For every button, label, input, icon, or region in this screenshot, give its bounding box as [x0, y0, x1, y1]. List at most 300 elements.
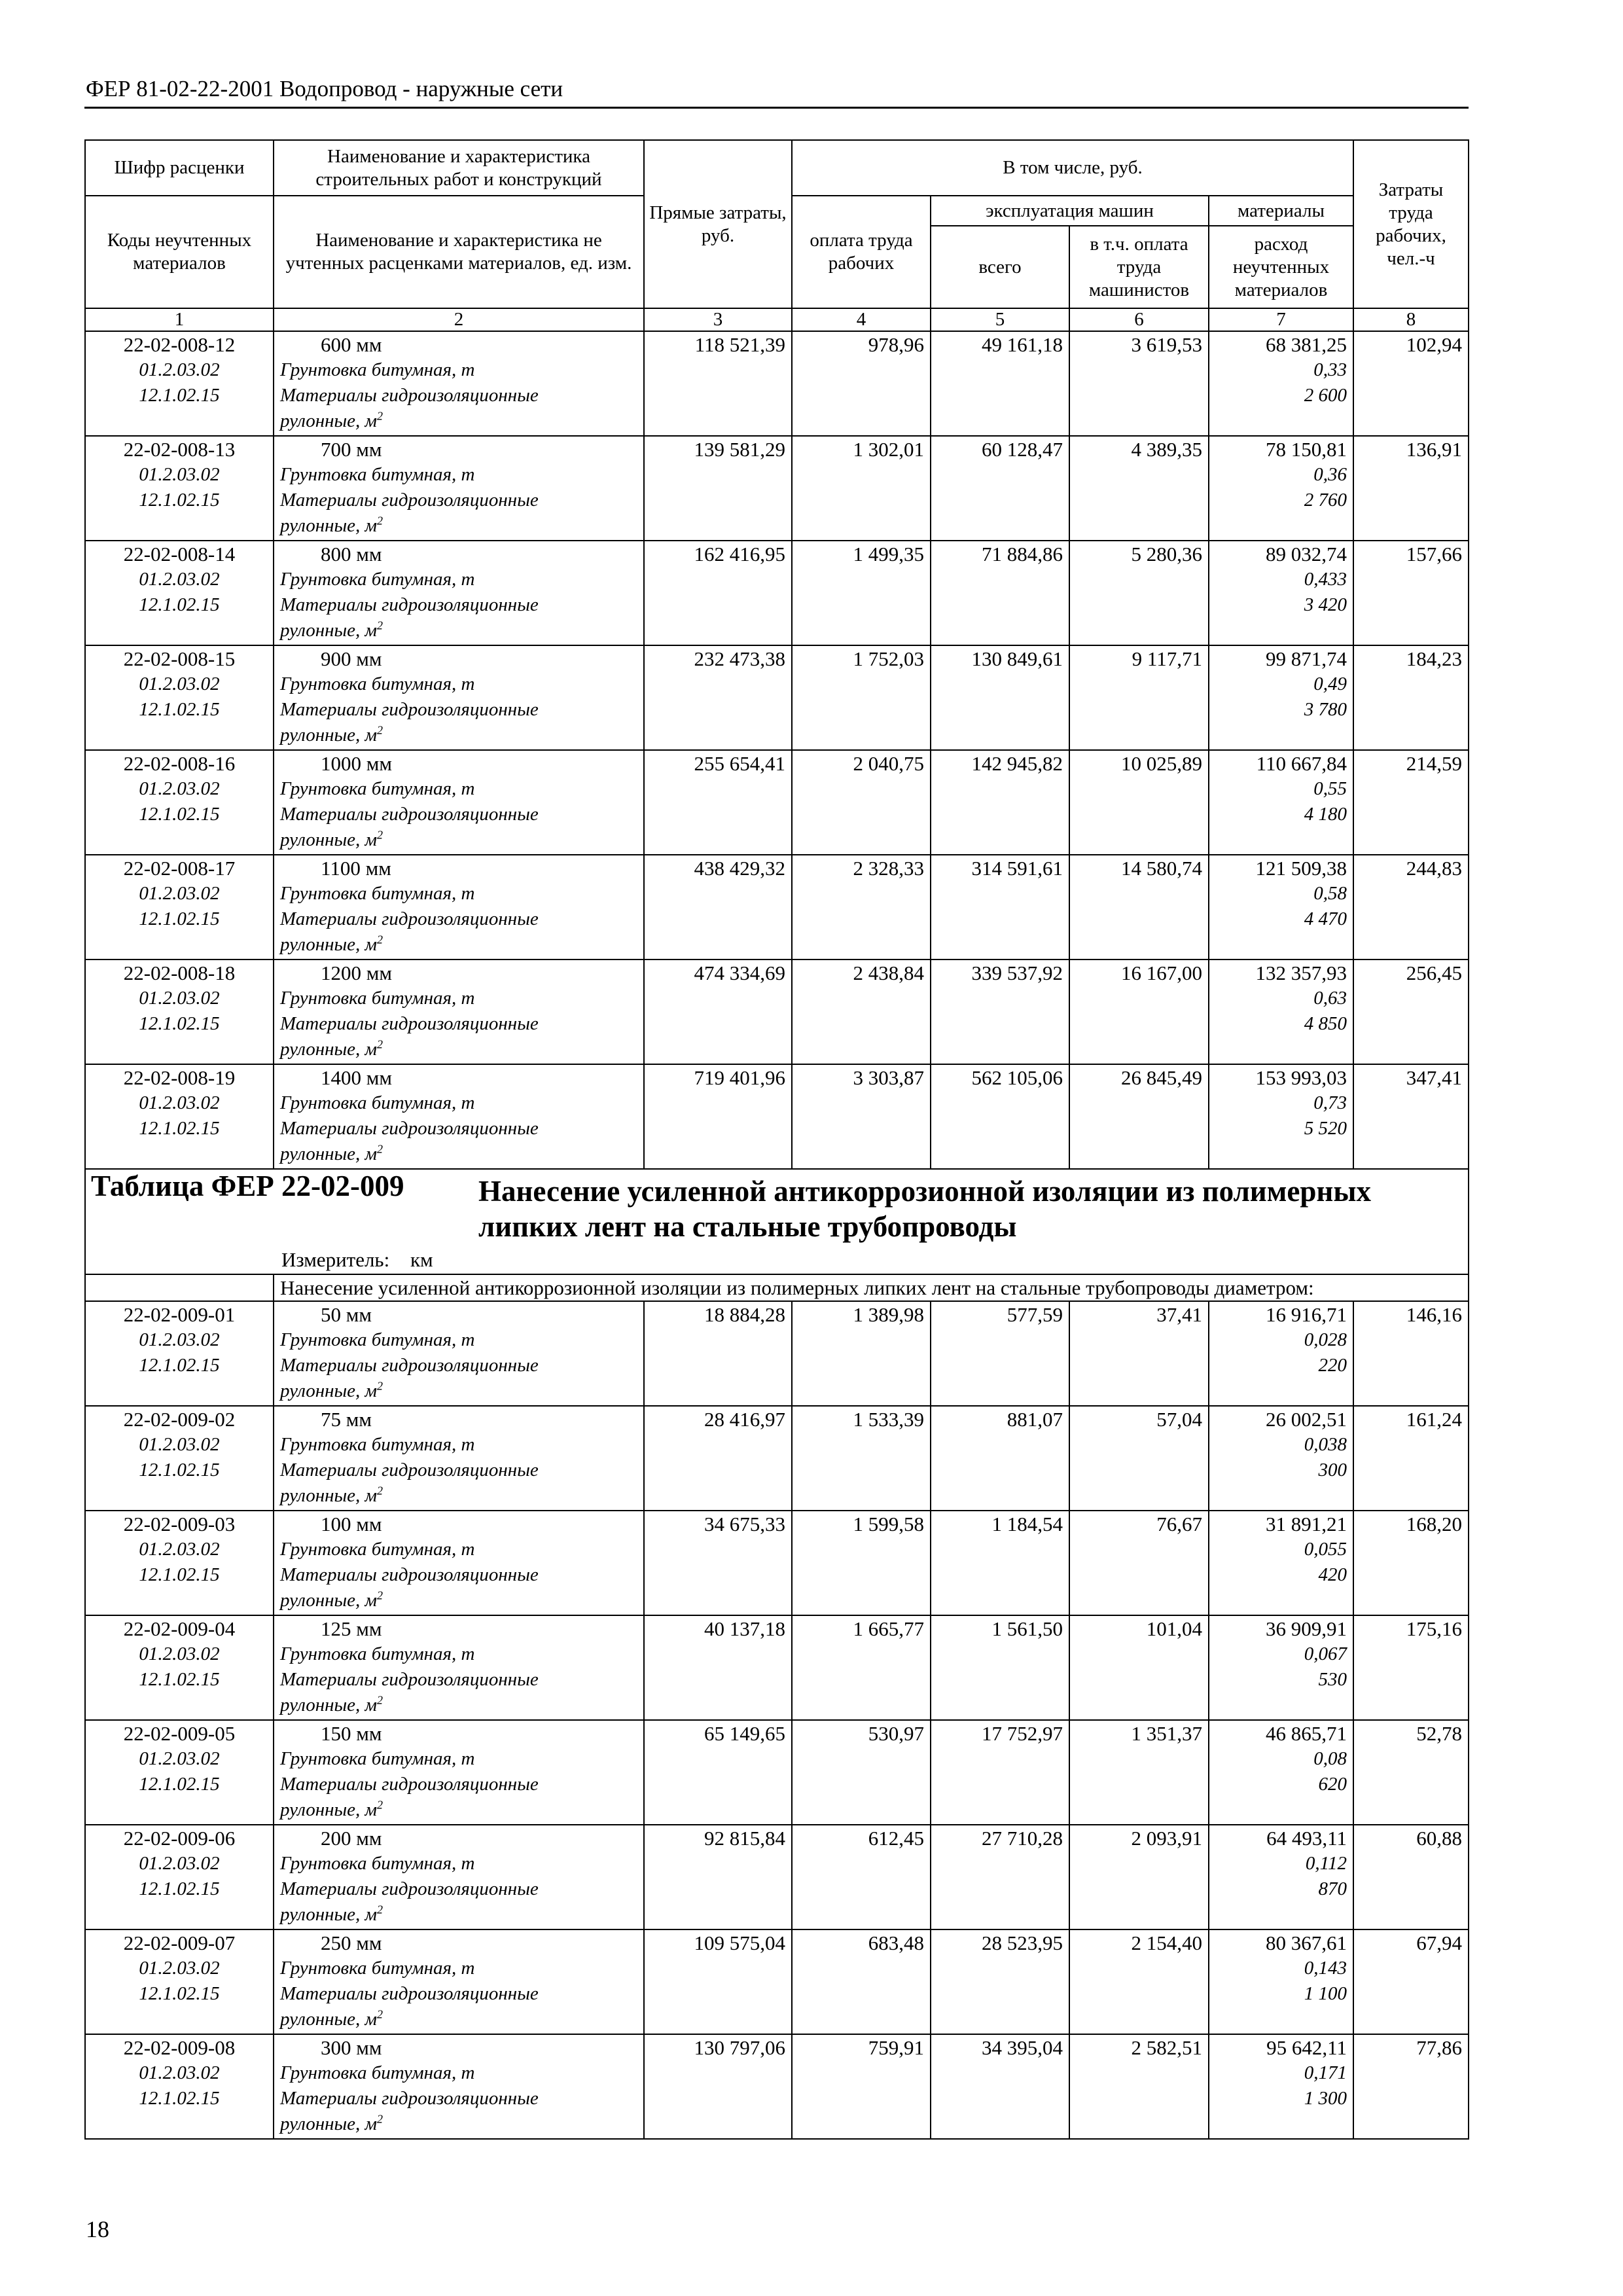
material-code: 12.1.02.15 [139, 1013, 220, 1034]
col-number: 8 [1353, 308, 1469, 331]
material-name [280, 1483, 637, 1509]
material-code: 01.2.03.02 [139, 1329, 220, 1350]
materials-cell [1209, 1615, 1353, 1720]
material-name: Материалы гидроизоляционные [280, 1013, 539, 1034]
material-name [280, 1588, 637, 1613]
material-qty: 1 300 [1304, 2088, 1347, 2109]
col-codes-header: Коды неучтенных материалов [85, 196, 274, 308]
material-name: Грунтовка битумная, т [280, 2062, 475, 2083]
rate-code: 22-02-008-13 [123, 438, 236, 461]
material-name [280, 408, 637, 434]
rates-table [84, 139, 1469, 2140]
material-name-text: рулонные, м [280, 1695, 378, 1715]
materials-cell [1209, 1406, 1353, 1511]
material-name: Грунтовка битумная, т [280, 1329, 475, 1350]
material-name [280, 2007, 637, 2032]
unit-superscript: 2 [377, 1379, 383, 1393]
material-name: Материалы гидроизоляционные [280, 385, 539, 406]
material-name [280, 618, 637, 643]
machinists-pay: 1 351,37 [1069, 1720, 1209, 1825]
rate-code-cell [85, 1301, 274, 1406]
machines-total: 49 161,18 [931, 331, 1069, 436]
material-code: 01.2.03.02 [139, 988, 220, 1009]
labor-cost: 67,94 [1353, 1929, 1469, 2034]
rate-code-cell [85, 541, 274, 645]
rate-code: 22-02-008-15 [123, 647, 236, 670]
materials-cost: 132 357,93 [1255, 961, 1347, 984]
material-code: 01.2.03.02 [139, 1539, 220, 1560]
rate-code: 22-02-009-04 [123, 1617, 236, 1640]
materials-cost: 89 032,74 [1266, 543, 1347, 565]
materials-cost: 80 367,61 [1266, 1931, 1347, 1954]
material-name [280, 1902, 637, 1928]
diameter: 200 мм [321, 1827, 382, 1850]
material-qty: 0,055 [1304, 1539, 1347, 1560]
table-row [85, 1064, 1469, 1169]
col-materials-header: материалы [1209, 196, 1353, 226]
machinists-pay: 3 619,53 [1069, 331, 1209, 436]
rate-code: 22-02-009-06 [123, 1827, 236, 1850]
materials-cost: 95 642,11 [1266, 2036, 1347, 2059]
diameter: 700 мм [321, 438, 382, 461]
col-name-header: Наименование и характеристика строительных работ и конструкций [274, 140, 644, 196]
page-header: ФЕР 81-02-22-2001 Водопровод - наружные сети [86, 76, 563, 101]
material-qty: 0,36 [1313, 464, 1347, 485]
labor-cost: 175,16 [1353, 1615, 1469, 1720]
col-name-sub-header: Наименование и характеристика не учтенных расценками материалов, ед. изм. [274, 196, 644, 308]
table-row [85, 1929, 1469, 2034]
machinists-pay: 14 580,74 [1069, 855, 1209, 960]
diameter: 50 мм [321, 1303, 372, 1326]
material-name: Грунтовка битумная, т [280, 988, 475, 1009]
description-cell [274, 960, 644, 1064]
material-code: 12.1.02.15 [139, 594, 220, 615]
rate-code-cell [85, 750, 274, 855]
table-row [85, 645, 1469, 750]
labor-pay: 2 438,84 [792, 960, 931, 1064]
diameter: 800 мм [321, 543, 382, 565]
material-qty: 0,038 [1304, 1434, 1347, 1455]
labor-cost: 77,86 [1353, 2034, 1469, 2139]
machines-total: 34 395,04 [931, 2034, 1069, 2139]
material-code: 01.2.03.02 [139, 1434, 220, 1455]
materials-cost: 64 493,11 [1266, 1827, 1347, 1850]
material-name: Грунтовка битумная, т [280, 359, 475, 380]
col-direct-header: Прямые затраты, руб. [644, 140, 792, 308]
direct-cost: 232 473,38 [644, 645, 792, 750]
machinists-pay: 57,04 [1069, 1406, 1209, 1511]
material-name-text: рулонные, м [280, 620, 378, 641]
material-qty: 5 520 [1304, 1118, 1347, 1139]
material-name: Материалы гидроизоляционные [280, 1774, 539, 1795]
machinists-pay: 16 167,00 [1069, 960, 1209, 1064]
rate-code-cell [85, 1406, 274, 1511]
description-cell [274, 1615, 644, 1720]
description-cell [274, 1825, 644, 1929]
col-materials-sub-header: расход неучтенных материалов [1209, 226, 1353, 308]
rate-code-cell [85, 436, 274, 541]
description-cell [274, 1064, 644, 1169]
material-name [280, 827, 637, 853]
material-qty: 870 [1318, 1878, 1347, 1899]
direct-cost: 40 137,18 [644, 1615, 792, 1720]
direct-cost: 130 797,06 [644, 2034, 792, 2139]
diameter: 1200 мм [321, 961, 392, 984]
material-name: Материалы гидроизоляционные [280, 1983, 539, 2004]
material-code: 01.2.03.02 [139, 1853, 220, 1874]
material-name [280, 2111, 637, 2137]
table-row [85, 1301, 1469, 1406]
diameter: 300 мм [321, 2036, 382, 2059]
material-qty: 0,63 [1313, 988, 1347, 1009]
material-name: Грунтовка битумная, т [280, 883, 475, 904]
labor-cost: 102,94 [1353, 331, 1469, 436]
table-row [85, 1720, 1469, 1825]
direct-cost: 34 675,33 [644, 1511, 792, 1615]
table-row [85, 436, 1469, 541]
materials-cell [1209, 855, 1353, 960]
material-qty: 300 [1318, 1460, 1347, 1480]
unit-superscript: 2 [377, 1903, 383, 1916]
rate-code: 22-02-008-19 [123, 1066, 236, 1089]
materials-cell [1209, 1825, 1353, 1929]
material-code: 12.1.02.15 [139, 1983, 220, 2004]
labor-pay: 2 328,33 [792, 855, 931, 960]
direct-cost: 18 884,28 [644, 1301, 792, 1406]
material-name: Материалы гидроизоляционные [280, 699, 539, 720]
material-name-text: рулонные, м [280, 1590, 378, 1611]
materials-cell [1209, 1064, 1353, 1169]
materials-cell [1209, 1929, 1353, 2034]
rate-code-cell [85, 1615, 274, 1720]
description-cell [274, 1301, 644, 1406]
column-numbers-row [85, 308, 1469, 331]
labor-cost: 161,24 [1353, 1406, 1469, 1511]
material-name: Грунтовка битумная, т [280, 569, 475, 590]
materials-cost: 110 667,84 [1256, 752, 1347, 775]
diameter: 250 мм [321, 1931, 382, 1954]
rate-code-cell [85, 2034, 274, 2139]
material-qty: 0,433 [1304, 569, 1347, 590]
material-qty: 3 420 [1304, 594, 1347, 615]
machinists-pay: 4 389,35 [1069, 436, 1209, 541]
direct-cost: 162 416,95 [644, 541, 792, 645]
diameter: 100 мм [321, 1513, 382, 1535]
unit-superscript: 2 [377, 619, 383, 632]
rate-code-cell [85, 1720, 274, 1825]
table-row [85, 750, 1469, 855]
materials-cell [1209, 645, 1353, 750]
material-code: 01.2.03.02 [139, 2062, 220, 2083]
header-rule [84, 107, 1469, 109]
labor-pay: 530,97 [792, 1720, 931, 1825]
direct-cost: 109 575,04 [644, 1929, 792, 2034]
material-qty: 0,171 [1304, 2062, 1347, 2083]
col-number: 3 [644, 308, 792, 331]
direct-cost: 28 416,97 [644, 1406, 792, 1511]
material-name-text: рулонные, м [280, 2113, 378, 2134]
rate-code: 22-02-008-17 [123, 857, 236, 880]
material-code: 12.1.02.15 [139, 1460, 220, 1480]
col-number: 2 [274, 308, 644, 331]
material-name-text: рулонные, м [280, 1039, 378, 1060]
description-cell [274, 645, 644, 750]
col-labor-header: Затраты труда рабочих, чел.-ч [1353, 140, 1469, 308]
materials-cell [1209, 2034, 1353, 2139]
material-name [280, 932, 637, 958]
rate-code-cell [85, 960, 274, 1064]
material-code: 01.2.03.02 [139, 1643, 220, 1664]
table-row [85, 1406, 1469, 1511]
materials-cost: 46 865,71 [1266, 1722, 1347, 1745]
table-row [85, 1511, 1469, 1615]
material-name: Материалы гидроизоляционные [280, 908, 539, 929]
materials-cell [1209, 331, 1353, 436]
unit-superscript: 2 [377, 514, 383, 528]
table-row [85, 331, 1469, 436]
machinists-pay: 76,67 [1069, 1511, 1209, 1615]
labor-pay: 1 665,77 [792, 1615, 931, 1720]
material-name-text: рулонные, м [280, 2009, 378, 2030]
material-name: Материалы гидроизоляционные [280, 1878, 539, 1899]
table-row [85, 1615, 1469, 1720]
unit-superscript: 2 [377, 1037, 383, 1051]
material-code: 01.2.03.02 [139, 673, 220, 694]
diameter: 600 мм [321, 333, 382, 356]
unit-superscript: 2 [377, 723, 383, 737]
table2-intro: Нанесение усиленной антикоррозионной изоляции из полимерных липких лент на стальные трубопроводы диаметром: [274, 1274, 1469, 1301]
col-machines-total-header: всего [931, 226, 1069, 308]
direct-cost: 474 334,69 [644, 960, 792, 1064]
machines-total: 881,07 [931, 1406, 1069, 1511]
material-qty: 2 760 [1304, 490, 1347, 511]
machines-total: 142 945,82 [931, 750, 1069, 855]
materials-cost: 121 509,38 [1255, 857, 1347, 880]
col-number: 5 [931, 308, 1069, 331]
machines-total: 562 105,06 [931, 1064, 1069, 1169]
rate-code: 22-02-009-07 [123, 1931, 236, 1954]
material-code: 01.2.03.02 [139, 883, 220, 904]
description-cell [274, 541, 644, 645]
material-name-text: рулонные, м [280, 1380, 378, 1401]
material-qty: 2 600 [1304, 385, 1347, 406]
material-name-text: рулонные, м [280, 410, 378, 431]
diameter: 1400 мм [321, 1066, 392, 1089]
labor-pay: 1 752,03 [792, 645, 931, 750]
description-cell [274, 1511, 644, 1615]
unit-superscript: 2 [377, 2112, 383, 2126]
col-number: 6 [1069, 308, 1209, 331]
unit-superscript: 2 [377, 2007, 383, 2021]
table2-label: Таблица ФЕР 22-02-009 [91, 1170, 404, 1202]
material-qty: 0,55 [1313, 778, 1347, 799]
labor-pay: 978,96 [792, 331, 931, 436]
rate-code: 22-02-009-03 [123, 1513, 236, 1535]
material-name: Материалы гидроизоляционные [280, 804, 539, 825]
material-name [280, 723, 637, 748]
col-machines-header: эксплуатация машин [931, 196, 1209, 226]
labor-pay: 3 303,87 [792, 1064, 931, 1169]
material-name-text: рулонные, м [280, 515, 378, 536]
table-row [85, 855, 1469, 960]
direct-cost: 255 654,41 [644, 750, 792, 855]
material-name-text: рулонные, м [280, 1799, 378, 1820]
materials-cost: 31 891,21 [1266, 1513, 1347, 1535]
col-incl-header: В том числе, руб. [792, 140, 1353, 196]
diameter: 125 мм [321, 1617, 382, 1640]
material-code: 01.2.03.02 [139, 359, 220, 380]
material-name [280, 1378, 637, 1404]
material-code: 12.1.02.15 [139, 385, 220, 406]
description-cell [274, 750, 644, 855]
labor-cost: 52,78 [1353, 1720, 1469, 1825]
material-qty: 4 180 [1304, 804, 1347, 825]
table2-title-row [85, 1169, 1469, 1247]
table2-intro-row [85, 1274, 1469, 1301]
material-code: 01.2.03.02 [139, 464, 220, 485]
machines-total: 339 537,92 [931, 960, 1069, 1064]
material-name: Грунтовка битумная, т [280, 464, 475, 485]
machines-total: 1 184,54 [931, 1511, 1069, 1615]
labor-cost: 157,66 [1353, 541, 1469, 645]
labor-cost: 146,16 [1353, 1301, 1469, 1406]
materials-cost: 36 909,91 [1266, 1617, 1347, 1640]
diameter: 150 мм [321, 1722, 382, 1745]
material-qty: 1 100 [1304, 1983, 1347, 2004]
direct-cost: 438 429,32 [644, 855, 792, 960]
material-qty: 4 850 [1304, 1013, 1347, 1034]
unit-superscript: 2 [377, 933, 383, 946]
materials-cell [1209, 960, 1353, 1064]
material-code: 01.2.03.02 [139, 1748, 220, 1769]
material-qty: 0,08 [1313, 1748, 1347, 1769]
material-code: 12.1.02.15 [139, 490, 220, 511]
materials-cell [1209, 750, 1353, 855]
table-row [85, 960, 1469, 1064]
material-name: Материалы гидроизоляционные [280, 1564, 539, 1585]
material-name [280, 1141, 637, 1167]
material-name-text: рулонные, м [280, 829, 378, 850]
material-qty: 0,143 [1304, 1958, 1347, 1979]
materials-cost: 16 916,71 [1266, 1303, 1347, 1326]
diameter: 900 мм [321, 647, 382, 670]
unit-superscript: 2 [377, 1142, 383, 1156]
unit-superscript: 2 [377, 1798, 383, 1812]
material-qty: 4 470 [1304, 908, 1347, 929]
material-name-text: рулонные, м [280, 1143, 378, 1164]
material-name: Грунтовка битумная, т [280, 1092, 475, 1113]
rate-code-cell [85, 1825, 274, 1929]
material-qty: 420 [1318, 1564, 1347, 1585]
material-qty: 0,49 [1313, 673, 1347, 694]
material-code: 12.1.02.15 [139, 1118, 220, 1139]
materials-cost: 153 993,03 [1255, 1066, 1347, 1089]
material-qty: 620 [1318, 1774, 1347, 1795]
material-name: Грунтовка битумная, т [280, 673, 475, 694]
table-body [85, 140, 1469, 2139]
labor-pay: 759,91 [792, 2034, 931, 2139]
material-code: 12.1.02.15 [139, 1564, 220, 1585]
material-code: 01.2.03.02 [139, 569, 220, 590]
material-name: Материалы гидроизоляционные [280, 1460, 539, 1480]
machines-total: 60 128,47 [931, 436, 1069, 541]
material-name: Грунтовка битумная, т [280, 1853, 475, 1874]
rate-code: 22-02-008-14 [123, 543, 236, 565]
labor-pay: 1 389,98 [792, 1301, 931, 1406]
rate-code: 22-02-009-02 [123, 1408, 236, 1431]
machinists-pay: 26 845,49 [1069, 1064, 1209, 1169]
header-row [85, 140, 1469, 196]
direct-cost: 139 581,29 [644, 436, 792, 541]
unit-superscript: 2 [377, 1693, 383, 1707]
machinists-pay: 9 117,71 [1069, 645, 1209, 750]
rate-code: 22-02-009-01 [123, 1303, 236, 1326]
materials-cell [1209, 1720, 1353, 1825]
labor-cost: 214,59 [1353, 750, 1469, 855]
material-name-text: рулонные, м [280, 1904, 378, 1925]
table-row [85, 1825, 1469, 1929]
description-cell [274, 1720, 644, 1825]
material-name: Грунтовка битумная, т [280, 1748, 475, 1769]
measure-unit: км [410, 1248, 433, 1271]
rate-code-cell [85, 855, 274, 960]
page-number: 18 [86, 2216, 109, 2242]
labor-pay: 1 599,58 [792, 1511, 931, 1615]
material-name-text: рулонные, м [280, 1485, 378, 1506]
diameter: 1100 мм [321, 857, 391, 880]
machinists-pay: 5 280,36 [1069, 541, 1209, 645]
description-cell [274, 436, 644, 541]
labor-pay: 612,45 [792, 1825, 931, 1929]
material-name-text: рулонные, м [280, 934, 378, 955]
material-code: 12.1.02.15 [139, 1669, 220, 1690]
direct-cost: 65 149,65 [644, 1720, 792, 1825]
machines-total: 130 849,61 [931, 645, 1069, 750]
material-code: 01.2.03.02 [139, 1092, 220, 1113]
material-name: Грунтовка битумная, т [280, 778, 475, 799]
machinists-pay: 10 025,89 [1069, 750, 1209, 855]
material-name: Материалы гидроизоляционные [280, 2088, 539, 2109]
material-code: 01.2.03.02 [139, 778, 220, 799]
materials-cell [1209, 1301, 1353, 1406]
material-name-text: рулонные, м [280, 725, 378, 745]
material-name: Грунтовка битумная, т [280, 1539, 475, 1560]
material-name: Грунтовка битумная, т [280, 1958, 475, 1979]
unit-superscript: 2 [377, 409, 383, 423]
table-row [85, 2034, 1469, 2139]
material-qty: 0,028 [1304, 1329, 1347, 1350]
materials-cost: 99 871,74 [1266, 647, 1347, 670]
material-name: Грунтовка битумная, т [280, 1434, 475, 1455]
material-qty: 0,112 [1305, 1853, 1347, 1874]
rate-code: 22-02-008-18 [123, 961, 236, 984]
materials-cell [1209, 436, 1353, 541]
description-cell [274, 2034, 644, 2139]
material-qty: 220 [1318, 1355, 1347, 1376]
rate-code-cell [85, 1929, 274, 2034]
rate-code-cell [85, 1064, 274, 1169]
materials-cost: 68 381,25 [1266, 333, 1347, 356]
description-cell [274, 1406, 644, 1511]
measure-row [85, 1247, 1469, 1274]
materials-cost: 78 150,81 [1266, 438, 1347, 461]
rate-code: 22-02-009-05 [123, 1722, 236, 1745]
material-name [280, 513, 637, 539]
direct-cost: 118 521,39 [644, 331, 792, 436]
machinists-pay: 37,41 [1069, 1301, 1209, 1406]
rate-code-cell [85, 1511, 274, 1615]
material-name: Материалы гидроизоляционные [280, 1118, 539, 1139]
